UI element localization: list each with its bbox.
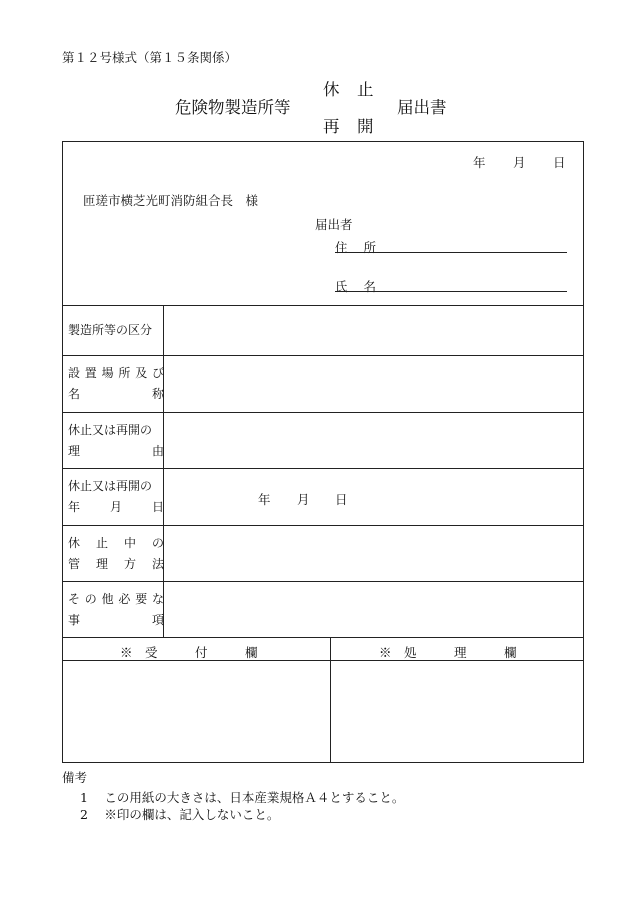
row-value-other[interactable] <box>164 582 583 637</box>
address-field[interactable] <box>335 252 567 253</box>
row-label-other-line2: 事 項 <box>68 613 164 627</box>
address-label: 住 所 <box>335 240 382 255</box>
form-frame <box>62 141 584 763</box>
row-value-reason[interactable] <box>164 413 583 468</box>
row-date-year: 年 <box>258 492 271 507</box>
date-day-label: 日 <box>553 155 566 170</box>
row-label-reason-line2: 理 由 <box>68 444 164 458</box>
note-item: 2 ※印の欄は、記入しないこと。 <box>80 807 280 822</box>
name-label: 氏 名 <box>335 279 382 294</box>
notes-title: 備考 <box>62 770 88 785</box>
date-year-label: 年 <box>473 155 486 170</box>
row-label-date-line2: 年 月 日 <box>68 500 164 514</box>
row-label-location-line1: 設 置 場 所 及 び <box>68 366 164 380</box>
row-value-location[interactable] <box>164 356 583 412</box>
row-date-day: 日 <box>335 492 348 507</box>
title-option-suspend: 休 止 <box>323 80 374 99</box>
row-label-reason-line1: 休止又は再開の <box>68 423 153 437</box>
notifier-label: 届出者 <box>315 217 353 232</box>
row-label-other-line1: そ の 他 必 要 な <box>68 592 164 606</box>
row-label-location-line2: 名 称 <box>68 387 164 401</box>
row-value-category[interactable] <box>164 306 583 355</box>
title-main: 危険物製造所等 <box>175 98 291 117</box>
date-month-label: 月 <box>513 155 526 170</box>
title-option-resume: 再 開 <box>323 117 374 136</box>
addressee: 匝瑳市横芝光町消防組合長 様 <box>83 193 259 208</box>
reception-column-header: ※ 受 付 欄 <box>120 645 258 660</box>
name-field[interactable] <box>335 291 567 292</box>
row-label-management-line2: 管 理 方 法 <box>68 557 164 571</box>
title-suffix: 届出書 <box>397 98 447 117</box>
processing-column-header: ※ 処 理 欄 <box>379 645 517 660</box>
row-value-management[interactable] <box>164 526 583 581</box>
form-number: 第１２号様式（第１５条関係） <box>62 50 238 65</box>
row-date-month: 月 <box>297 492 310 507</box>
divider <box>63 637 583 638</box>
row-label-management-line1: 休 止 中 の <box>68 536 164 550</box>
row-label-date-line1: 休止又は再開の <box>68 479 153 493</box>
note-item: 1 この用紙の大きさは、日本産業規格Ａ４とすること。 <box>80 790 405 805</box>
row-value-date[interactable] <box>164 469 583 525</box>
processing-area[interactable] <box>331 661 583 762</box>
row-label-category: 製造所等の区分 <box>68 323 153 337</box>
reception-area[interactable] <box>63 661 330 762</box>
